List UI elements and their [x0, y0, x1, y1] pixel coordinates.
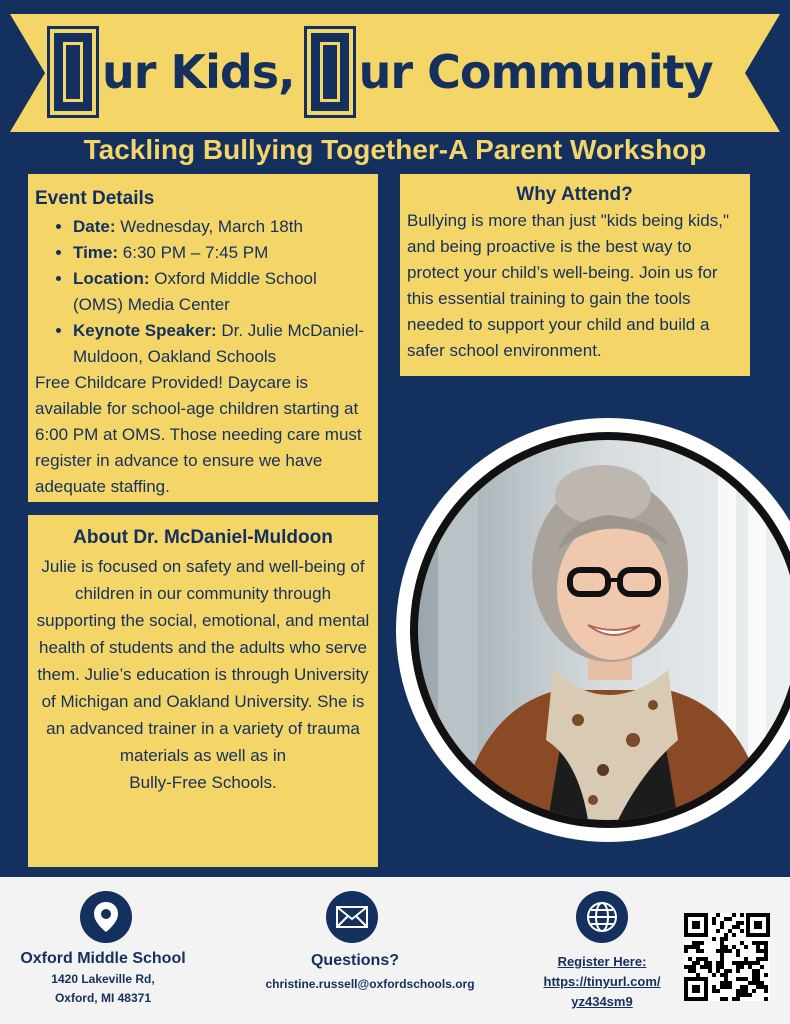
speaker-photo	[410, 432, 790, 828]
why-attend-body: Bullying is more than just "kids being kids," and being proactive is the best way to protect your child’s well-being. Join us for this essential training to gain the tools needed to support your child and build a safer school environment.	[407, 211, 729, 360]
address-line-1: 1420 Lakeville Rd,	[51, 972, 155, 986]
title-part-1: ur Kids,	[102, 45, 295, 99]
title-letter-o-block-2	[307, 29, 353, 115]
about-body-end: Bully-Free Schools.	[129, 773, 277, 792]
event-details-heading: Event Details	[35, 188, 155, 209]
about-heading: About Dr. McDaniel-Muldoon	[73, 527, 333, 548]
school-name: Oxford Middle School	[20, 950, 186, 967]
globe-icon	[576, 891, 628, 943]
list-item: • Keynote Speaker: Dr. Julie McDaniel-Muldoon, Oakland Schools	[73, 318, 370, 370]
event-details-box	[28, 174, 378, 502]
page-title	[50, 24, 713, 120]
about-speaker-box	[28, 515, 378, 867]
childcare-note: Free Childcare Provided! Daycare is available for school-age children starting at 6:00 PM at OMS. Those needing care must register in advance to ensure we have adequate staffing.	[35, 373, 362, 496]
title-letter-o-block	[50, 29, 96, 115]
envelope-icon	[326, 891, 378, 943]
register-link-line-1[interactable]: https://tinyurl.com/	[543, 974, 661, 989]
list-item: • Location: Oxford Middle School (OMS) Media Center	[73, 266, 370, 318]
qr-code[interactable]	[684, 913, 770, 1001]
location-pin-icon	[80, 891, 132, 943]
list-item: • Date: Wednesday, March 18th	[73, 214, 370, 240]
subtitle: Tackling Bullying Together-A Parent Workshop	[83, 134, 707, 165]
contact-email[interactable]: christine.russell@oxfordschools.org	[265, 977, 475, 991]
why-attend-heading: Why Attend?	[516, 184, 633, 205]
speaker-photo-frame	[396, 418, 790, 842]
register-link-line-2[interactable]: yz434sm9	[571, 994, 633, 1009]
event-details-list	[35, 214, 370, 370]
address-line-2: Oxford, MI 48371	[54, 991, 152, 1005]
list-item: • Time: 6:30 PM – 7:45 PM	[73, 240, 370, 266]
title-part-2: ur Community	[358, 45, 713, 99]
register-label: Register Here:	[557, 954, 647, 969]
about-body: Julie is focused on safety and well-being of children in our community through supporting the social, emotional, and mental health of students and the adults who serve them. Julie’s education is through University of Michigan and Oakland University. She is an advanced trainer in a variety of trauma materials as well as in	[36, 557, 370, 765]
questions-label: Questions?	[310, 952, 399, 969]
why-attend-box	[400, 174, 750, 376]
